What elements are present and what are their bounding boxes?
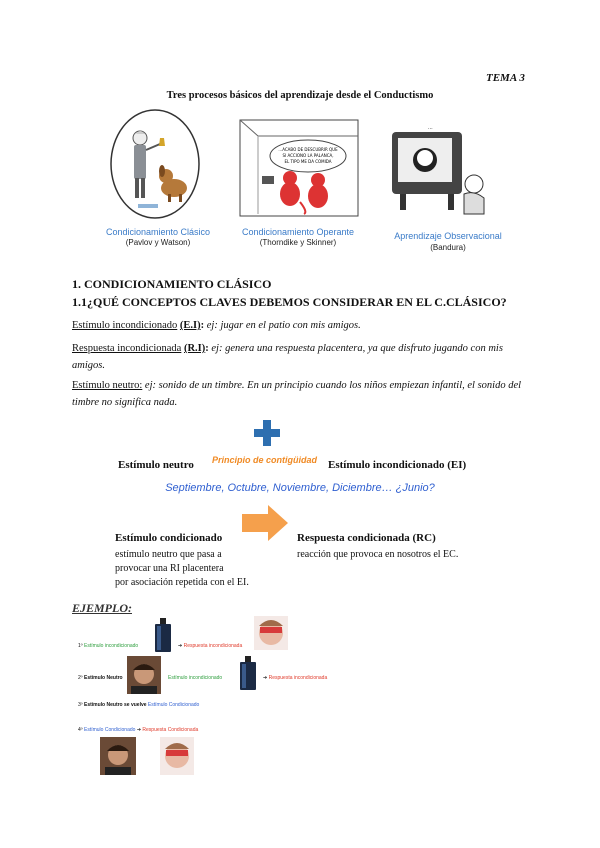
row-2-num: 2º [78, 675, 83, 681]
concept-ri-example: ej: genera una respuesta placentera, ya que disfruto jugando con mis amigos. [72, 343, 503, 371]
concept-ei-example: ej: jugar en el patio con mis amigos. [206, 320, 361, 331]
row-4-a: Estímulo Condicionado [84, 727, 136, 733]
concept-ei-term: Estímulo incondicionado [72, 320, 178, 331]
example-row-1 [78, 643, 138, 649]
ec-line-3: por asociación repetida con el EI. [115, 577, 249, 588]
man-portrait-image [100, 737, 136, 775]
row-3-b: Estímulo Condicionado [147, 702, 200, 708]
section-subheading: 1.1¿QUÉ CONCEPTOS CLAVES DEBEMOS CONSIDERAR EN EL C.CLÁSICO? [72, 295, 507, 309]
svg-text:EL TIPO ME DA COMIDA: EL TIPO ME DA COMIDA [284, 159, 332, 164]
authors-observational: (Bandura) [430, 243, 466, 252]
man-portrait-image [127, 656, 161, 694]
tv-observational-illustration [388, 122, 494, 220]
face-happy-image [160, 737, 194, 775]
page-title: Tres procesos básicos del aprendizaje desde el Conductismo [166, 90, 434, 101]
caption-classical: Condicionamiento Clásico [105, 227, 211, 237]
concept-ei-abbr: (E.I) [179, 320, 201, 331]
svg-text:...ACABO DE DESCUBRIR QUE: ...ACABO DE DESCUBRIR QUE [278, 147, 338, 152]
arrow-right-icon [242, 505, 288, 541]
row-4-num: 4º [78, 727, 83, 733]
skinner-box-illustration [238, 118, 360, 218]
row-1-b: Respuesta incondicionada [183, 643, 243, 649]
diagram-neutral: Estímulo neutro [118, 459, 194, 471]
caption-operant: Condicionamiento Operante [241, 227, 355, 237]
concept-ri: Respuesta incondicionada (R.I): ej: genera una respuesta placentera, ya que disfruto jugando con mis amigos. [72, 343, 503, 371]
svg-text:...: ... [428, 125, 433, 131]
row-2-b: Estímulo incondicionado [168, 675, 223, 681]
concept-en [72, 377, 532, 411]
example-row-4: 4º Estímulo Condicionado ➔ Respuesta Condicionada [78, 727, 199, 733]
ec-title: Estímulo condicionado [115, 532, 223, 544]
tema-label: TEMA 3 [486, 72, 525, 84]
example-heading: EJEMPLO: [72, 601, 132, 615]
ec-line-2: provocar una RI placentera [115, 563, 224, 574]
perfume-bottle-icon [153, 618, 173, 652]
plus-icon [254, 420, 280, 446]
example-row-2-result: ➔ Respuesta incondicionada [263, 675, 328, 681]
row-2-c: Respuesta incondicionada [268, 675, 328, 681]
authors-operant: (Thorndike y Skinner) [259, 238, 337, 247]
row-1-num: 1º [78, 643, 83, 649]
diagram-principle: Principio de contigüidad [212, 455, 318, 465]
concept-en-example: ej: sonido de un timbre. En un principio cuando los niños empiezan infantil, el sonido del timbre no significa nada. [72, 380, 522, 408]
example-row-2 [78, 675, 123, 681]
diagram-months: Septiembre, Octubre, Noviembre, Diciembre… ¿Junio? [165, 482, 435, 494]
example-row-1-result: ➔ Respuesta incondicionada [178, 643, 243, 649]
authors-classical: (Pavlov y Watson) [125, 238, 191, 247]
caption-observational: Aprendizaje Observacional [394, 231, 502, 241]
diagram-unconditioned: Estímulo incondicionado (EI) [328, 459, 467, 471]
face-happy-image [254, 616, 288, 650]
rc-title: Respuesta condicionada (RC) [297, 532, 436, 544]
perfume-bottle-icon [238, 656, 258, 690]
svg-text:SI ACCIONO LA PALANCA,: SI ACCIONO LA PALANCA, [282, 153, 334, 158]
concept-ri-term: Respuesta incondicionada [72, 343, 182, 354]
row-1-a: Estímulo incondicionado [84, 643, 139, 649]
row-3-a: Estímulo Neutro se vuelve [84, 702, 147, 708]
concept-en-term: Estímulo neutro: [72, 380, 143, 391]
row-2-a: Estímulo Neutro [84, 675, 123, 681]
ec-line-1: estímulo neutro que pasa a [115, 549, 222, 560]
row-3-num: 3º [78, 702, 83, 708]
row-4-b: Respuesta Condicionada [142, 727, 199, 733]
concept-ei: Estímulo incondicionado (E.I): ej: jugar en el patio con mis amigos. [72, 320, 361, 331]
example-row-3 [78, 702, 199, 708]
section-heading: 1. CONDICIONAMIENTO CLÁSICO [72, 277, 272, 291]
concept-ri-abbr: (R.I) [183, 343, 206, 354]
pavlov-illustration [108, 108, 203, 220]
rc-line: reacción que provoca en nosotros el EC. [297, 549, 459, 560]
